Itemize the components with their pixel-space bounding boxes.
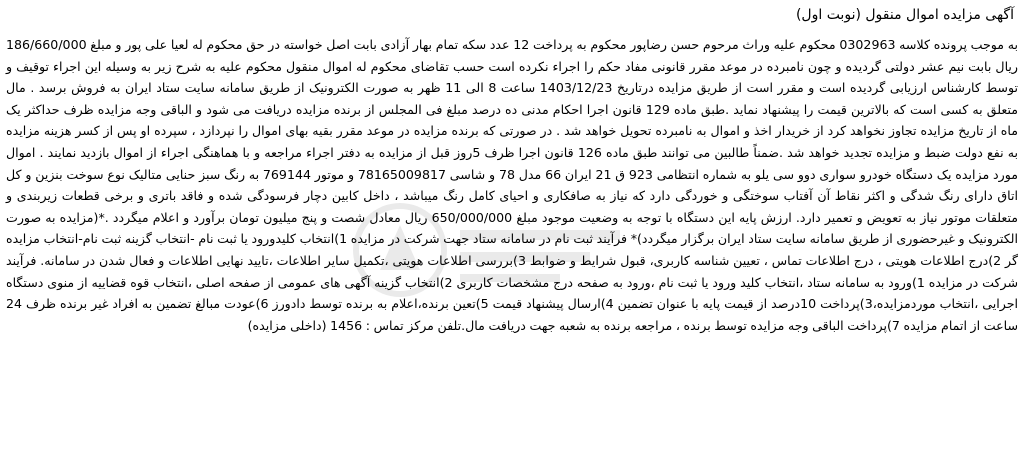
notice-title: آگهی مزایده اموال منقول (نوبت اول) [795,7,1014,23]
notice-body: به موجب پرونده کلاسه 0302963 محکوم علیه وراث مرحوم حسن رضاپور محکوم به پرداخت 12 عدد سکه تمام بهار آزادی بابت اصل خواسته در حق محکوم له لعیا علی پور و مبلغ 186/660/000 ریال بابت نیم عشر دولتی گردیده و چون نامبرده در موعد مقرر قانونی مفاد حکم را اجراء نکرده است حسب تقاضای محکوم له اموال منقول محکوم علیه به شرح زیر به وسیله این اجراء توقیف و توسط کارشناس ارزیابی گردیده است و مقرر است از طریق مزایده درتاریخ 1403/12/23 ساعت 8 الی 11 ظهر به صورت الکترونیک از طریق سامانه سایت ستاد ایران به فروش برسد . مال متعلق به کسی است که بالاترین قیمت را پیشنهاد نماید .طبق ماده 129 قانون اجرا احکام مدنی ده درصد مبلغ فی المجلس از برنده مزایده دریافت می شود و الباقی وجه مزایده ظرف حداکثر یک ماه از تاریخ مزایده تجاوز نخواهد کرد از خریدار اخذ و اموال به نامبرده تحویل خواهد شد . در صورتی که برنده مزایده در موعد مقرر بقیه بهای اموال را نپردازد ، سپرده او پس از کسر هزینه مزایده به نفع دولت ضبط و مزایده تجدید خواهد شد .ضمناً طالبین می توانند طبق ماده 126 قانون اجرا ظرف 5روز قبل از مزایده به دفتر اجراء مراجعه و با هماهنگی اجراء از اموال بازدید نمایند . اموال مورد مزایده یک دستگاه خودرو سواری دوو سی یلو به شماره انتظامی 923 ق 21 ایران 66 مدل 78 و شاسی 78165009817 و موتور 769144 به رنگ سبز حنایی متالیک نوع سوخت بنزین و کل اتاق دارای رنگ شدگی و اکثر نقاط آن آفتاب سوختگی و خوردگی دارد که نیاز به صافکاری و احیای کامل رنگ میباشد ، داخل کابین دچار فرسودگی شده و فاقد باتری و برخی قطعات زیربندی و متعلقات موتور نیاز به تعویض و تعمیر دارد. ارزش پایه این دستگاه با توجه به وضعیت موجود مبلغ 650/000/000 ریال معادل شصت و پنج میلیون تومان برآورد و اعلام میگردد .*(مزایده به صورت الکترونیک و غیرحضوری از طریق سامانه سایت ستاد ایران برگزار میگردد)* فرآیند ثبت نام در سامانه ستاد جهت شرکت در مزایده 1)انتخاب کلیدورود یا ثبت نام -انتخاب گزینه ثبت نام-انتخاب مزایده گر 2)درج اطلاعات هویتی ، درج اطلاعات تماس ، تعیین شناسه کاربری، قبول شرایط و ضوابط 3)بررسی اطلاعات هویتی ،تکمیل سایر اطلاعات ،تایید نهایی اطلاعات و فعال شدن در سامانه. فرآیند شرکت در مزایده 1)ورود به سامانه ستاد ،انتخاب کلید ورود یا ثبت نام ،ورود به صفحه درج مشخصات کاربری 2)انتخاب گزینه آگهی های عمومی از صفحه اصلی ،انتخاب قوه قضاییه از منوی دستگاه اجرایی ،انتخاب موردمزایده،3)پرداخت 10درصد از قیمت پایه با عنوان تضمین 4)ارسال پیشنهاد قیمت 5)تعین برنده،اعلام به برنده توسط دادورز 6)عودت مبالغ تضمین به افراد غیر برنده ظرف 24 ساعت از اتمام مزایده 7)پرداخت الباقی وجه مزایده توسط برنده ، مراجعه برنده به شعبه جهت دریافت مال.تلفن مرکز تماس : 1456 (داخلی مزایده) [6,37,1019,333]
auction-notice [6,4,1018,465]
